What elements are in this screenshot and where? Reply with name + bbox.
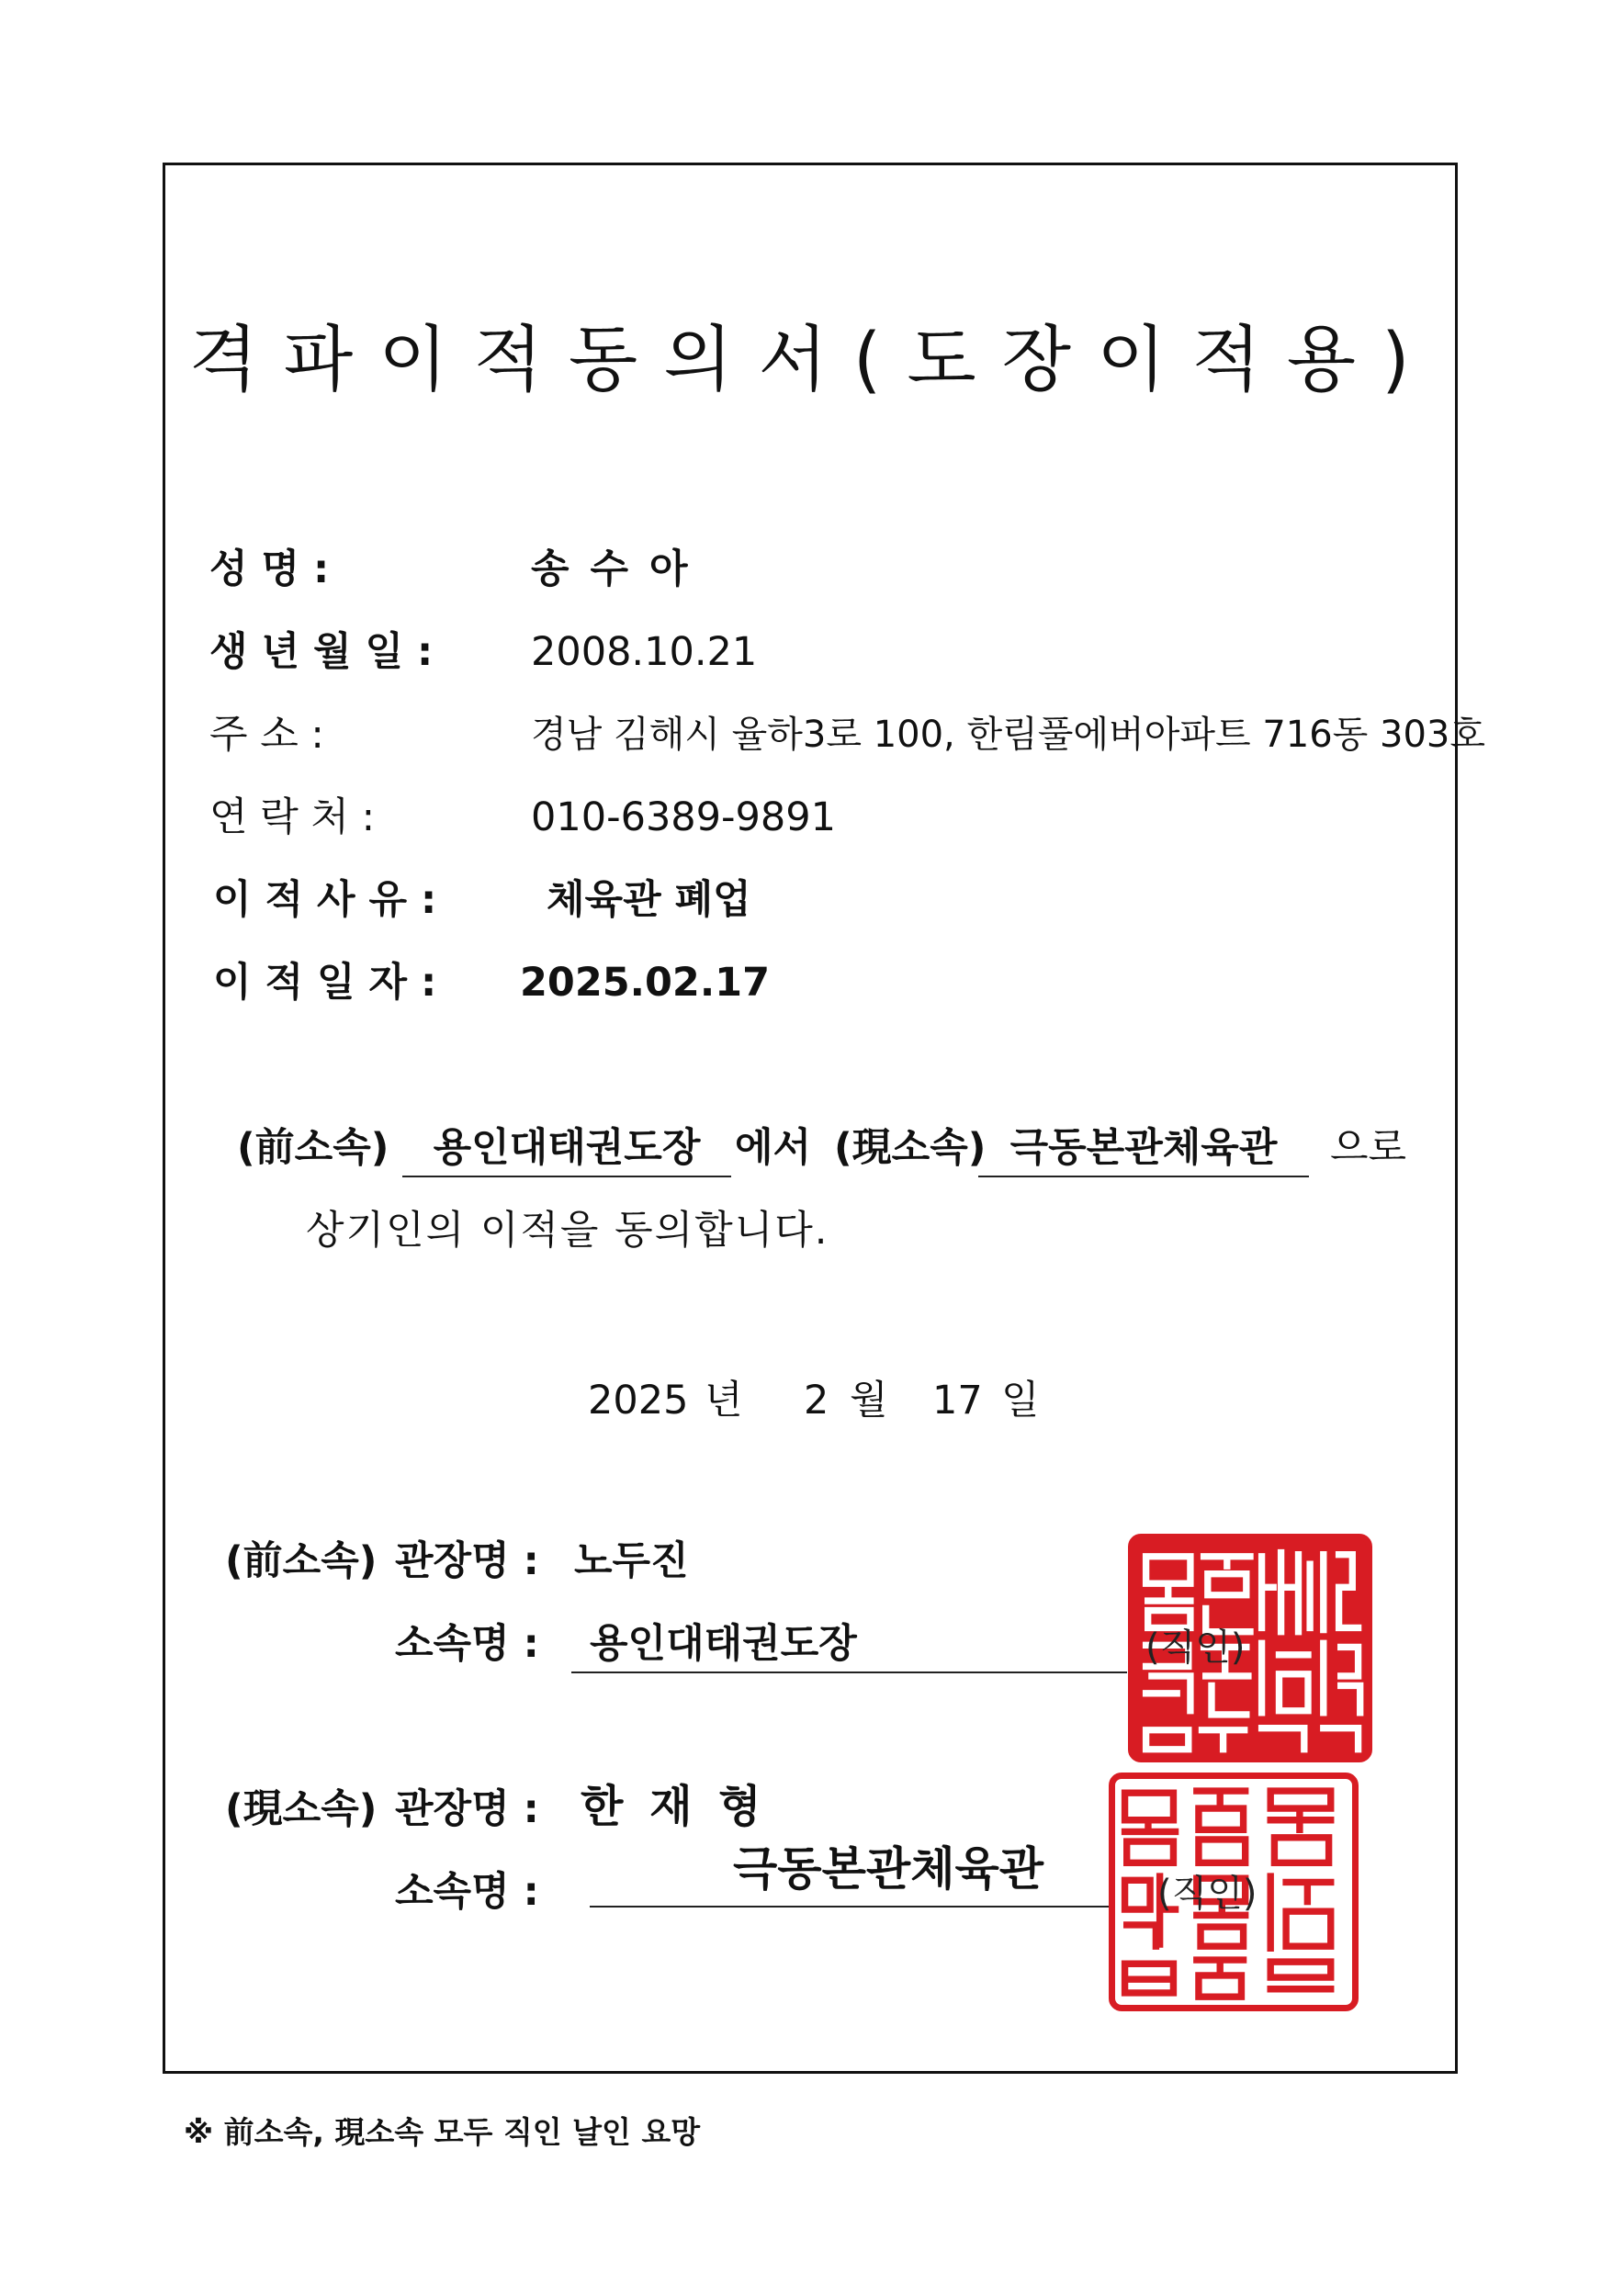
- prev-affiliation-tag: (前소속): [237, 1125, 389, 1171]
- address-value: 경남 김해시 율하3로 100, 한림풀에버아파트 716동 303호: [531, 714, 1486, 756]
- consent-sentence: 상기인의 이적을 동의합니다.: [306, 1208, 829, 1254]
- curr-director-name: 한 재 형: [581, 1781, 767, 1832]
- address-label: 주 소 :: [209, 712, 324, 758]
- prev-gym-label: 소속명 :: [395, 1621, 539, 1667]
- sign-day-unit: 일: [1001, 1378, 1040, 1424]
- sign-year-unit: 년: [705, 1378, 743, 1424]
- sign-day: 17: [932, 1378, 983, 1424]
- curr-gym-name: 극동본관체육관: [978, 1120, 1309, 1177]
- birth-label: 생 년 월 일 :: [209, 629, 434, 675]
- contact-value: 010-6389-9891: [531, 794, 836, 840]
- from-word: 에서: [735, 1125, 812, 1171]
- curr-gym-sign-line: [590, 1906, 1132, 1908]
- transfer-date-value: 2025.02.17: [520, 960, 771, 1006]
- prev-director-label: 관장명 :: [395, 1538, 539, 1584]
- curr-gym-sign-name: 극동본관체육관: [733, 1842, 1044, 1896]
- name-value: 송 수 아: [531, 546, 692, 592]
- prev-director-name: 노두진: [574, 1538, 689, 1584]
- curr-gym-label: 소속명 :: [395, 1869, 539, 1915]
- sign-month: 2: [804, 1378, 829, 1424]
- footnote: ※ 前소속, 現소속 모두 직인 날인 요망: [184, 2114, 701, 2150]
- sign-year: 2025: [588, 1378, 689, 1424]
- document-title: 격파이적동의서(도장이적용): [188, 319, 1436, 401]
- curr-seal-mark: (직인): [1157, 1873, 1257, 1915]
- curr-director-label: 관장명 :: [395, 1786, 539, 1832]
- prev-gym-name: 용인대태권도장: [402, 1120, 731, 1177]
- reason-value: 체육관 폐업: [547, 877, 751, 923]
- reason-label: 이 적 사 유 :: [213, 877, 437, 923]
- sign-month-unit: 월: [850, 1378, 888, 1424]
- curr-affiliation-tag: (現소속): [834, 1125, 987, 1171]
- transfer-date-label: 이 적 일 자 :: [213, 960, 437, 1006]
- name-label: 성 명 :: [209, 546, 330, 592]
- prev-gym-sign-name: 용인대태권도장: [571, 1616, 1127, 1673]
- prev-sign-tag: (前소속): [225, 1538, 378, 1584]
- curr-sign-tag: (現소속): [225, 1786, 378, 1832]
- to-word: 으로: [1330, 1125, 1407, 1171]
- prev-seal-mark: (직인): [1145, 1626, 1246, 1669]
- birth-value: 2008.10.21: [531, 629, 758, 675]
- contact-label: 연 락 처 :: [209, 794, 376, 840]
